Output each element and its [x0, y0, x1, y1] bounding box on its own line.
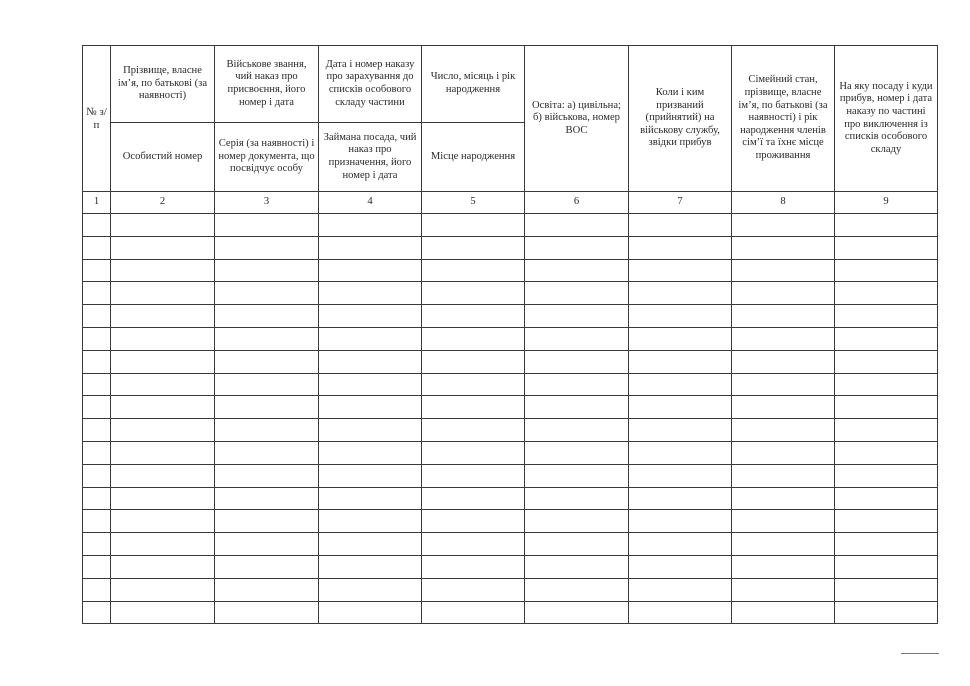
table-cell[interactable]: [732, 396, 835, 419]
register-table-body: [83, 46, 938, 624]
table-cell[interactable]: [215, 510, 319, 533]
table-cell[interactable]: [111, 214, 215, 237]
table-cell[interactable]: [111, 487, 215, 510]
table-cell[interactable]: [215, 601, 319, 624]
table-cell[interactable]: [525, 327, 629, 350]
table-cell[interactable]: [835, 327, 938, 350]
table-cell[interactable]: [835, 601, 938, 624]
table-row: [83, 441, 938, 464]
table-cell[interactable]: [215, 373, 319, 396]
table-cell[interactable]: [629, 601, 732, 624]
table-row: [83, 282, 938, 305]
header-personal-number-label: Особистий номер: [122, 150, 203, 162]
table-cell[interactable]: [835, 373, 938, 396]
table-cell[interactable]: [422, 510, 525, 533]
table-cell[interactable]: [732, 305, 835, 328]
table-cell[interactable]: [319, 533, 422, 556]
table-cell[interactable]: [319, 487, 422, 510]
table-cell[interactable]: [83, 487, 111, 510]
header-education-label: Освіта: а) цивільна; б) військова, номер ВОС: [532, 99, 621, 136]
header-exclusion: [835, 46, 938, 192]
table-cell[interactable]: [629, 350, 732, 373]
table-cell[interactable]: [319, 327, 422, 350]
table-cell[interactable]: [629, 533, 732, 556]
header-enrollment-order: [319, 46, 422, 123]
column-number-row: [83, 192, 938, 214]
table-cell[interactable]: [525, 214, 629, 237]
table-cell[interactable]: [83, 350, 111, 373]
table-cell[interactable]: [732, 464, 835, 487]
table-cell[interactable]: [835, 555, 938, 578]
table-row: [83, 487, 938, 510]
table-cell[interactable]: [525, 555, 629, 578]
header-full-name-label: Прізвище, власне ім’я, по батькові (за наявності): [117, 65, 208, 102]
table-cell[interactable]: [111, 282, 215, 305]
table-cell[interactable]: [835, 350, 938, 373]
table-cell[interactable]: [319, 259, 422, 282]
table-cell[interactable]: [319, 214, 422, 237]
table-cell[interactable]: [111, 259, 215, 282]
table-cell[interactable]: [111, 441, 215, 464]
table-cell[interactable]: [422, 464, 525, 487]
table-cell[interactable]: [83, 510, 111, 533]
table-cell[interactable]: [525, 533, 629, 556]
table-cell[interactable]: [422, 419, 525, 442]
table-cell[interactable]: [629, 578, 732, 601]
table-cell[interactable]: [83, 601, 111, 624]
table-cell[interactable]: [83, 396, 111, 419]
table-cell[interactable]: [215, 419, 319, 442]
table-cell[interactable]: [422, 578, 525, 601]
table-cell[interactable]: [111, 350, 215, 373]
table-cell[interactable]: [83, 373, 111, 396]
header-birth-place-label: Місце народження: [430, 150, 516, 162]
table-cell[interactable]: [111, 464, 215, 487]
table-cell[interactable]: [629, 327, 732, 350]
table-cell[interactable]: [83, 533, 111, 556]
table-cell[interactable]: [215, 464, 319, 487]
header-military-rank: [215, 46, 319, 123]
table-cell[interactable]: [629, 487, 732, 510]
header-birth-place: [422, 123, 525, 192]
table-cell[interactable]: [111, 555, 215, 578]
table-cell[interactable]: [83, 259, 111, 282]
header-military-rank-label: Військове звання, чий наказ про присвоєння, його номер і дата: [226, 58, 307, 108]
table-cell[interactable]: [111, 396, 215, 419]
table-cell[interactable]: [835, 487, 938, 510]
table-cell[interactable]: [319, 350, 422, 373]
table-cell[interactable]: [525, 464, 629, 487]
table-cell[interactable]: [835, 236, 938, 259]
header-full-name: [111, 46, 215, 123]
header-birth-date-label: Число, місяць і рік народження: [430, 71, 516, 95]
table-cell[interactable]: [111, 601, 215, 624]
table-cell[interactable]: [422, 282, 525, 305]
table-cell[interactable]: [215, 441, 319, 464]
table-cell[interactable]: [215, 555, 319, 578]
table-row: [83, 396, 938, 419]
table-cell[interactable]: [319, 236, 422, 259]
table-cell[interactable]: [422, 259, 525, 282]
header-position: [319, 123, 422, 192]
table-cell[interactable]: [525, 578, 629, 601]
table-row: [83, 305, 938, 328]
table-cell[interactable]: [629, 373, 732, 396]
table-cell[interactable]: [111, 419, 215, 442]
table-cell[interactable]: [319, 305, 422, 328]
table-cell[interactable]: [835, 464, 938, 487]
table-cell[interactable]: [215, 396, 319, 419]
header-conscription-label: Коли і ким призваний (прийнятий) на військову службу, звідки прибув: [640, 87, 720, 149]
table-cell[interactable]: [319, 396, 422, 419]
table-cell[interactable]: [422, 373, 525, 396]
table-cell[interactable]: [835, 533, 938, 556]
table-cell[interactable]: [629, 214, 732, 237]
table-cell[interactable]: [111, 327, 215, 350]
table-cell[interactable]: [835, 419, 938, 442]
table-cell[interactable]: [83, 305, 111, 328]
table-cell[interactable]: [835, 396, 938, 419]
table-row: [83, 214, 938, 237]
table-cell[interactable]: [525, 282, 629, 305]
header-enrollment-order-label: Дата і номер наказу про зарахування до списків особового складу частини: [325, 58, 415, 108]
table-cell[interactable]: [629, 419, 732, 442]
table-cell[interactable]: [732, 555, 835, 578]
table-cell[interactable]: [215, 259, 319, 282]
table-cell[interactable]: [83, 464, 111, 487]
table-cell[interactable]: [835, 510, 938, 533]
table-cell[interactable]: [422, 350, 525, 373]
table-cell[interactable]: [732, 373, 835, 396]
table-cell[interactable]: [422, 305, 525, 328]
table-row: [83, 259, 938, 282]
table-cell[interactable]: [319, 441, 422, 464]
table-cell[interactable]: [422, 236, 525, 259]
table-cell[interactable]: [525, 510, 629, 533]
table-cell[interactable]: [319, 510, 422, 533]
table-cell[interactable]: [835, 282, 938, 305]
table-cell[interactable]: [215, 327, 319, 350]
table-cell[interactable]: [83, 441, 111, 464]
table-cell[interactable]: [629, 259, 732, 282]
table-cell[interactable]: [422, 441, 525, 464]
table-cell[interactable]: [835, 305, 938, 328]
table-cell[interactable]: [732, 214, 835, 237]
table-cell[interactable]: [319, 373, 422, 396]
table-cell[interactable]: [732, 441, 835, 464]
table-cell[interactable]: [525, 259, 629, 282]
table-cell[interactable]: [215, 282, 319, 305]
header-position-label: Займана посада, чий наказ про призначення, його номер і дата: [323, 131, 417, 181]
table-cell[interactable]: [732, 419, 835, 442]
header-identity-document: [215, 123, 319, 192]
table-cell[interactable]: [422, 396, 525, 419]
header-exclusion-label: На яку посаду і куди прибув, номер і дата наказу по частині про виключення із списків особового складу: [839, 80, 933, 155]
table-cell[interactable]: [835, 259, 938, 282]
table-cell[interactable]: [111, 510, 215, 533]
header-education: [525, 46, 629, 192]
header-identity-document-label: Серія (за наявності) і номер документа, що посвідчує особу: [218, 138, 315, 175]
table-cell[interactable]: [422, 601, 525, 624]
table-cell[interactable]: [319, 601, 422, 624]
table-cell[interactable]: [319, 555, 422, 578]
table-cell[interactable]: [83, 555, 111, 578]
header-serial-number-label: № з/п: [86, 105, 107, 131]
table-cell[interactable]: [835, 214, 938, 237]
table-row: [83, 601, 938, 624]
column-number: 8: [732, 192, 835, 214]
table-cell[interactable]: [525, 305, 629, 328]
table-cell[interactable]: [629, 305, 732, 328]
header-serial-number: [83, 46, 111, 192]
table-cell[interactable]: [215, 350, 319, 373]
table-cell[interactable]: [732, 578, 835, 601]
table-cell[interactable]: [525, 487, 629, 510]
table-cell[interactable]: [525, 396, 629, 419]
table-cell[interactable]: [732, 350, 835, 373]
table-row: [83, 419, 938, 442]
table-cell[interactable]: [422, 487, 525, 510]
column-number: 6: [525, 192, 629, 214]
table-row: [83, 533, 938, 556]
header-conscription: [629, 46, 732, 192]
column-number: 1: [83, 192, 111, 214]
table-row: [83, 464, 938, 487]
column-number: 5: [422, 192, 525, 214]
table-row: [83, 555, 938, 578]
table-row: [83, 373, 938, 396]
table-cell[interactable]: [732, 487, 835, 510]
table-cell[interactable]: [215, 578, 319, 601]
table-row: [83, 350, 938, 373]
table-cell[interactable]: [629, 555, 732, 578]
table-cell[interactable]: [525, 441, 629, 464]
table-cell[interactable]: [83, 419, 111, 442]
table-cell[interactable]: [215, 305, 319, 328]
table-cell[interactable]: [629, 464, 732, 487]
table-cell[interactable]: [732, 236, 835, 259]
table-cell[interactable]: [629, 510, 732, 533]
table-cell[interactable]: [422, 555, 525, 578]
table-cell[interactable]: [732, 327, 835, 350]
table-cell[interactable]: [215, 487, 319, 510]
table-cell[interactable]: [525, 350, 629, 373]
column-number: 2: [111, 192, 215, 214]
table-cell[interactable]: [525, 419, 629, 442]
table-cell[interactable]: [319, 464, 422, 487]
table-cell[interactable]: [732, 259, 835, 282]
header-personal-number: [111, 123, 215, 192]
table-cell[interactable]: [83, 282, 111, 305]
table-cell[interactable]: [319, 419, 422, 442]
table-cell[interactable]: [83, 327, 111, 350]
table-cell[interactable]: [111, 533, 215, 556]
table-row: [83, 327, 938, 350]
column-number: 9: [835, 192, 938, 214]
table-cell[interactable]: [111, 578, 215, 601]
personnel-register-table: [82, 45, 938, 624]
table-cell[interactable]: [83, 214, 111, 237]
table-cell[interactable]: [732, 510, 835, 533]
table-cell[interactable]: [319, 578, 422, 601]
table-cell[interactable]: [111, 305, 215, 328]
table-cell[interactable]: [835, 441, 938, 464]
table-cell[interactable]: [215, 236, 319, 259]
table-cell[interactable]: [111, 373, 215, 396]
header-family-status-label: Сімейний стан, прізвище, власне ім’я, по батькові (за наявності) і рік народження членів сім’ї та їхнє місце проживання: [738, 74, 828, 161]
table-cell[interactable]: [525, 373, 629, 396]
column-number: 7: [629, 192, 732, 214]
table-cell[interactable]: [525, 236, 629, 259]
table-cell[interactable]: [83, 236, 111, 259]
table-cell[interactable]: [629, 282, 732, 305]
column-number: 4: [319, 192, 422, 214]
table-cell[interactable]: [629, 236, 732, 259]
table-cell[interactable]: [525, 601, 629, 624]
footer-rule: [901, 653, 939, 654]
table-cell[interactable]: [835, 578, 938, 601]
table-cell[interactable]: [215, 533, 319, 556]
header-birth-date: [422, 46, 525, 123]
table-cell[interactable]: [629, 441, 732, 464]
header-row-top: [83, 46, 938, 123]
table-cell[interactable]: [319, 282, 422, 305]
table-cell[interactable]: [422, 533, 525, 556]
table-cell[interactable]: [422, 327, 525, 350]
table-row: [83, 510, 938, 533]
table-cell[interactable]: [732, 533, 835, 556]
table-cell[interactable]: [215, 214, 319, 237]
table-cell[interactable]: [83, 578, 111, 601]
table-row: [83, 578, 938, 601]
table-cell[interactable]: [629, 396, 732, 419]
column-number: 3: [215, 192, 319, 214]
table-row: [83, 236, 938, 259]
table-cell[interactable]: [732, 282, 835, 305]
table-cell[interactable]: [111, 236, 215, 259]
header-family-status: [732, 46, 835, 192]
table-cell[interactable]: [732, 601, 835, 624]
table-cell[interactable]: [422, 214, 525, 237]
